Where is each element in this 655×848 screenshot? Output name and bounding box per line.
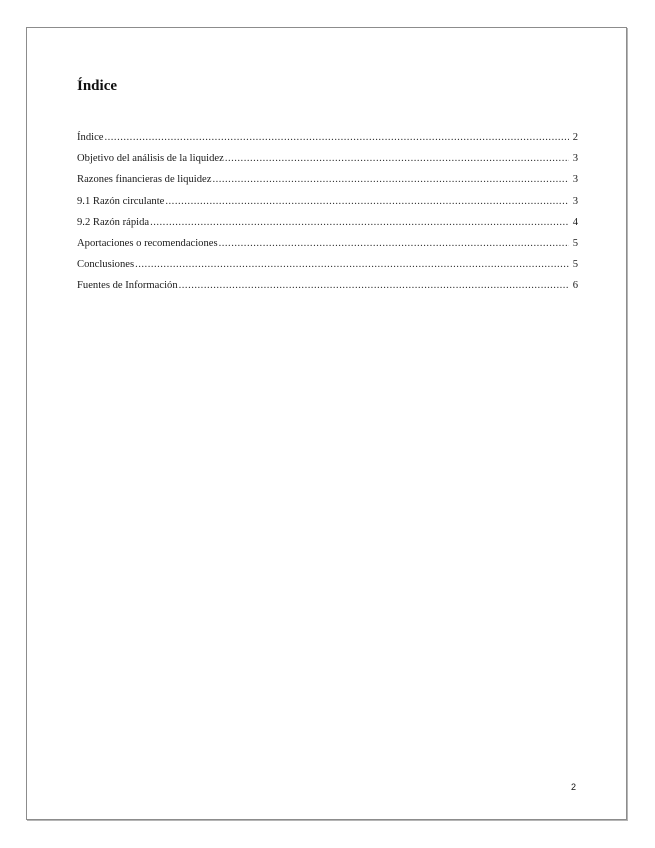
toc-dot-leader [212,174,569,185]
toc-entry-title: Índice [77,132,104,143]
page-number: 2 [570,782,576,792]
toc-entry-page: 3 [572,153,578,165]
toc-entry-title: Objetivo del análisis de la liquidez [77,153,224,165]
toc-entry[interactable] [77,238,578,259]
toc-entry[interactable] [77,259,578,280]
table-of-contents [77,132,578,302]
toc-dot-leader [135,259,569,270]
toc-dot-leader [150,217,569,228]
toc-entry-page: 5 [572,259,578,271]
toc-entry-title: Conclusiones [77,259,135,271]
toc-dot-leader [219,238,569,249]
toc-entry-page: 3 [572,174,578,186]
toc-entry-title: Fuentes de Información [77,280,178,292]
toc-entry-title: Aportaciones o recomendaciones [77,237,218,249]
toc-dot-leader [225,153,569,164]
toc-entry-page: 3 [572,195,578,207]
toc-entry-page: 4 [572,216,578,228]
toc-entry-page: 2 [572,132,578,143]
page-title: Índice [77,78,118,94]
toc-entry[interactable] [77,217,578,238]
toc-entry-title: Razones financieras de liquidez [77,174,212,186]
toc-entry[interactable] [77,280,578,301]
toc-dot-leader [104,132,569,143]
toc-dot-leader [179,280,569,291]
document-page [26,27,627,820]
toc-entry-page: 6 [572,280,578,292]
toc-entry[interactable] [77,153,578,174]
toc-entry-title: 9.1 Razón circulante [77,195,165,207]
toc-entry[interactable] [77,132,578,153]
toc-entry-page: 5 [572,237,578,249]
toc-entry[interactable] [77,174,578,195]
toc-dot-leader [165,196,569,207]
toc-entry-title: 9.2 Razón rápida [77,216,150,228]
toc-entry[interactable] [77,196,578,217]
